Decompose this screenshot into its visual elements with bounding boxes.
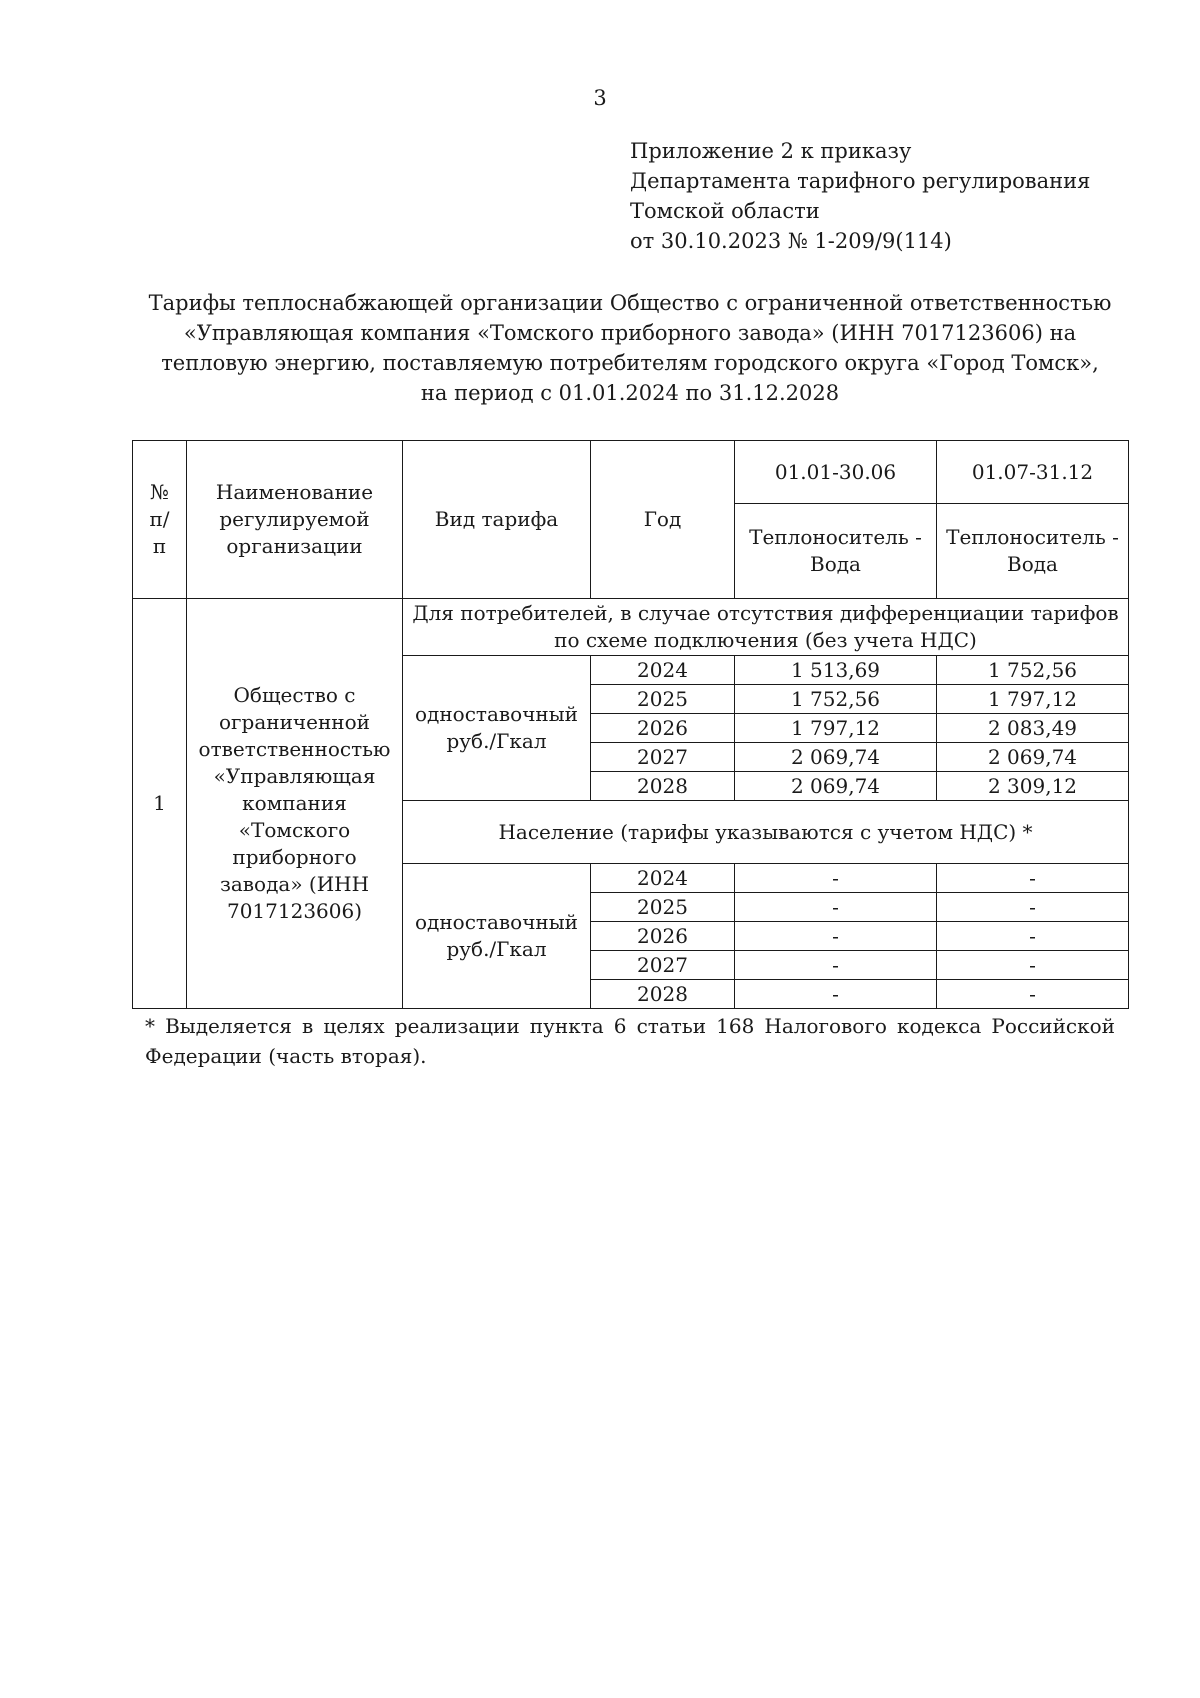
row-number-cell: 1: [133, 599, 187, 1009]
organization-text: 7017123606): [226, 899, 363, 923]
section1-title-text: по схеме подключения (без учета НДС): [554, 628, 977, 652]
header-carrier-text: Теплоноситель -: [749, 525, 922, 549]
tariff-value-period-1: 2 069,74: [735, 743, 937, 772]
tariff-value-period-1: 1 513,69: [735, 656, 937, 685]
year-cell: 2028: [591, 980, 735, 1009]
footnote-line: * Выделяется в целях реализации пункта 6 статьи 168 Налогового кодекса Российской: [145, 1014, 1115, 1038]
header-organization-text: регулируемой: [219, 507, 370, 531]
tariff-value-period-1: -: [735, 922, 937, 951]
appendix-line: Департамента тарифного регулирования: [630, 169, 1091, 193]
year-cell: 2025: [591, 893, 735, 922]
tariff-value-period-2: -: [937, 922, 1129, 951]
tariff-value-period-2: -: [937, 951, 1129, 980]
section1-title-cell: [403, 599, 1129, 656]
tariff-value-period-2: -: [937, 980, 1129, 1009]
page-number: 3: [593, 86, 607, 110]
section1-tariff-type-cell: [403, 656, 591, 801]
header-year-cell: Год: [591, 441, 735, 599]
header-period-2: 01.07-31.12: [937, 441, 1129, 504]
year-cell: 2027: [591, 743, 735, 772]
header-carrier-text: Вода: [1007, 552, 1058, 576]
tariff-value-period-2: 1 797,12: [937, 685, 1129, 714]
tariff-unit-text: руб./Гкал: [446, 729, 547, 753]
section2-title-cell: Население (тарифы указываются с учетом НДС) *: [403, 801, 1129, 864]
appendix-line: Томской области: [630, 199, 820, 223]
appendix-block: [630, 136, 1090, 256]
header-organization-cell: [187, 441, 403, 599]
year-cell: 2026: [591, 714, 735, 743]
year-cell: 2024: [591, 656, 735, 685]
year-cell: 2024: [591, 864, 735, 893]
organization-text: компания: [242, 791, 347, 815]
title-line: на период с 01.01.2024 по 31.12.2028: [420, 381, 840, 405]
tariff-unit-text: руб./Гкал: [446, 937, 547, 961]
organization-text: приборного: [232, 845, 357, 869]
tariff-value-period-1: -: [735, 951, 937, 980]
organization-text: «Управляющая: [213, 764, 376, 788]
tariff-value-period-2: -: [937, 893, 1129, 922]
header-number-text: п/: [149, 507, 170, 531]
footnote-line: Федерации (часть вторая).: [145, 1044, 427, 1068]
tariff-value-period-1: -: [735, 864, 937, 893]
organization-text: Общество с: [233, 683, 356, 707]
footnote: [145, 1011, 1115, 1071]
header-number-text: п: [152, 534, 167, 558]
year-cell: 2026: [591, 922, 735, 951]
section-title-row: [133, 599, 1129, 656]
header-carrier-text: Вода: [810, 552, 861, 576]
tariff-value-period-2: -: [937, 864, 1129, 893]
header-carrier-text: Теплоноситель -: [946, 525, 1119, 549]
header-number-text: №: [150, 480, 169, 504]
tariff-value-period-2: 2 069,74: [937, 743, 1129, 772]
organization-text: завода» (ИНН: [219, 872, 370, 896]
title-line: Тарифы теплоснабжающей организации Общество с ограниченной ответственностью: [148, 291, 1112, 315]
appendix-line: Приложение 2 к приказу: [630, 139, 912, 163]
year-cell: 2028: [591, 772, 735, 801]
organization-text: ответственностью: [198, 737, 391, 761]
tariff-value-period-1: 1 752,56: [735, 685, 937, 714]
tariff-table: [132, 440, 1129, 1009]
section2-tariff-type-cell: [403, 864, 591, 1009]
year-cell: 2025: [591, 685, 735, 714]
header-carrier-1: [735, 504, 937, 599]
section1-title-text: Для потребителей, в случае отсутствия дифференциации тарифов: [412, 601, 1119, 625]
tariff-value-period-2: 1 752,56: [937, 656, 1129, 685]
table-header-row: [133, 441, 1129, 504]
organization-text: «Томского: [238, 818, 351, 842]
title-line: «Управляющая компания «Томского приборного завода» (ИНН 7017123606) на: [183, 321, 1077, 345]
header-organization-text: организации: [226, 534, 363, 558]
header-tariff-type-cell: Вид тарифа: [403, 441, 591, 599]
tariff-type-text: одноставочный: [414, 702, 579, 726]
tariff-value-period-1: 1 797,12: [735, 714, 937, 743]
year-cell: 2027: [591, 951, 735, 980]
tariff-type-text: одноставочный: [414, 910, 579, 934]
tariff-value-period-1: 2 069,74: [735, 772, 937, 801]
header-organization-text: Наименование: [215, 480, 374, 504]
title-line: тепловую энергию, поставляемую потребителям городского округа «Город Томск»,: [161, 351, 1099, 375]
document-title: [100, 288, 1160, 408]
tariff-value-period-1: -: [735, 893, 937, 922]
tariff-value-period-2: 2 083,49: [937, 714, 1129, 743]
header-carrier-2: [937, 504, 1129, 599]
header-period-1: 01.01-30.06: [735, 441, 937, 504]
appendix-line: от 30.10.2023 № 1-209/9(114): [630, 229, 952, 253]
organization-text: ограниченной: [219, 710, 370, 734]
organization-cell: [187, 599, 403, 1009]
tariff-value-period-1: -: [735, 980, 937, 1009]
tariff-value-period-2: 2 309,12: [937, 772, 1129, 801]
header-number-cell: [133, 441, 187, 599]
